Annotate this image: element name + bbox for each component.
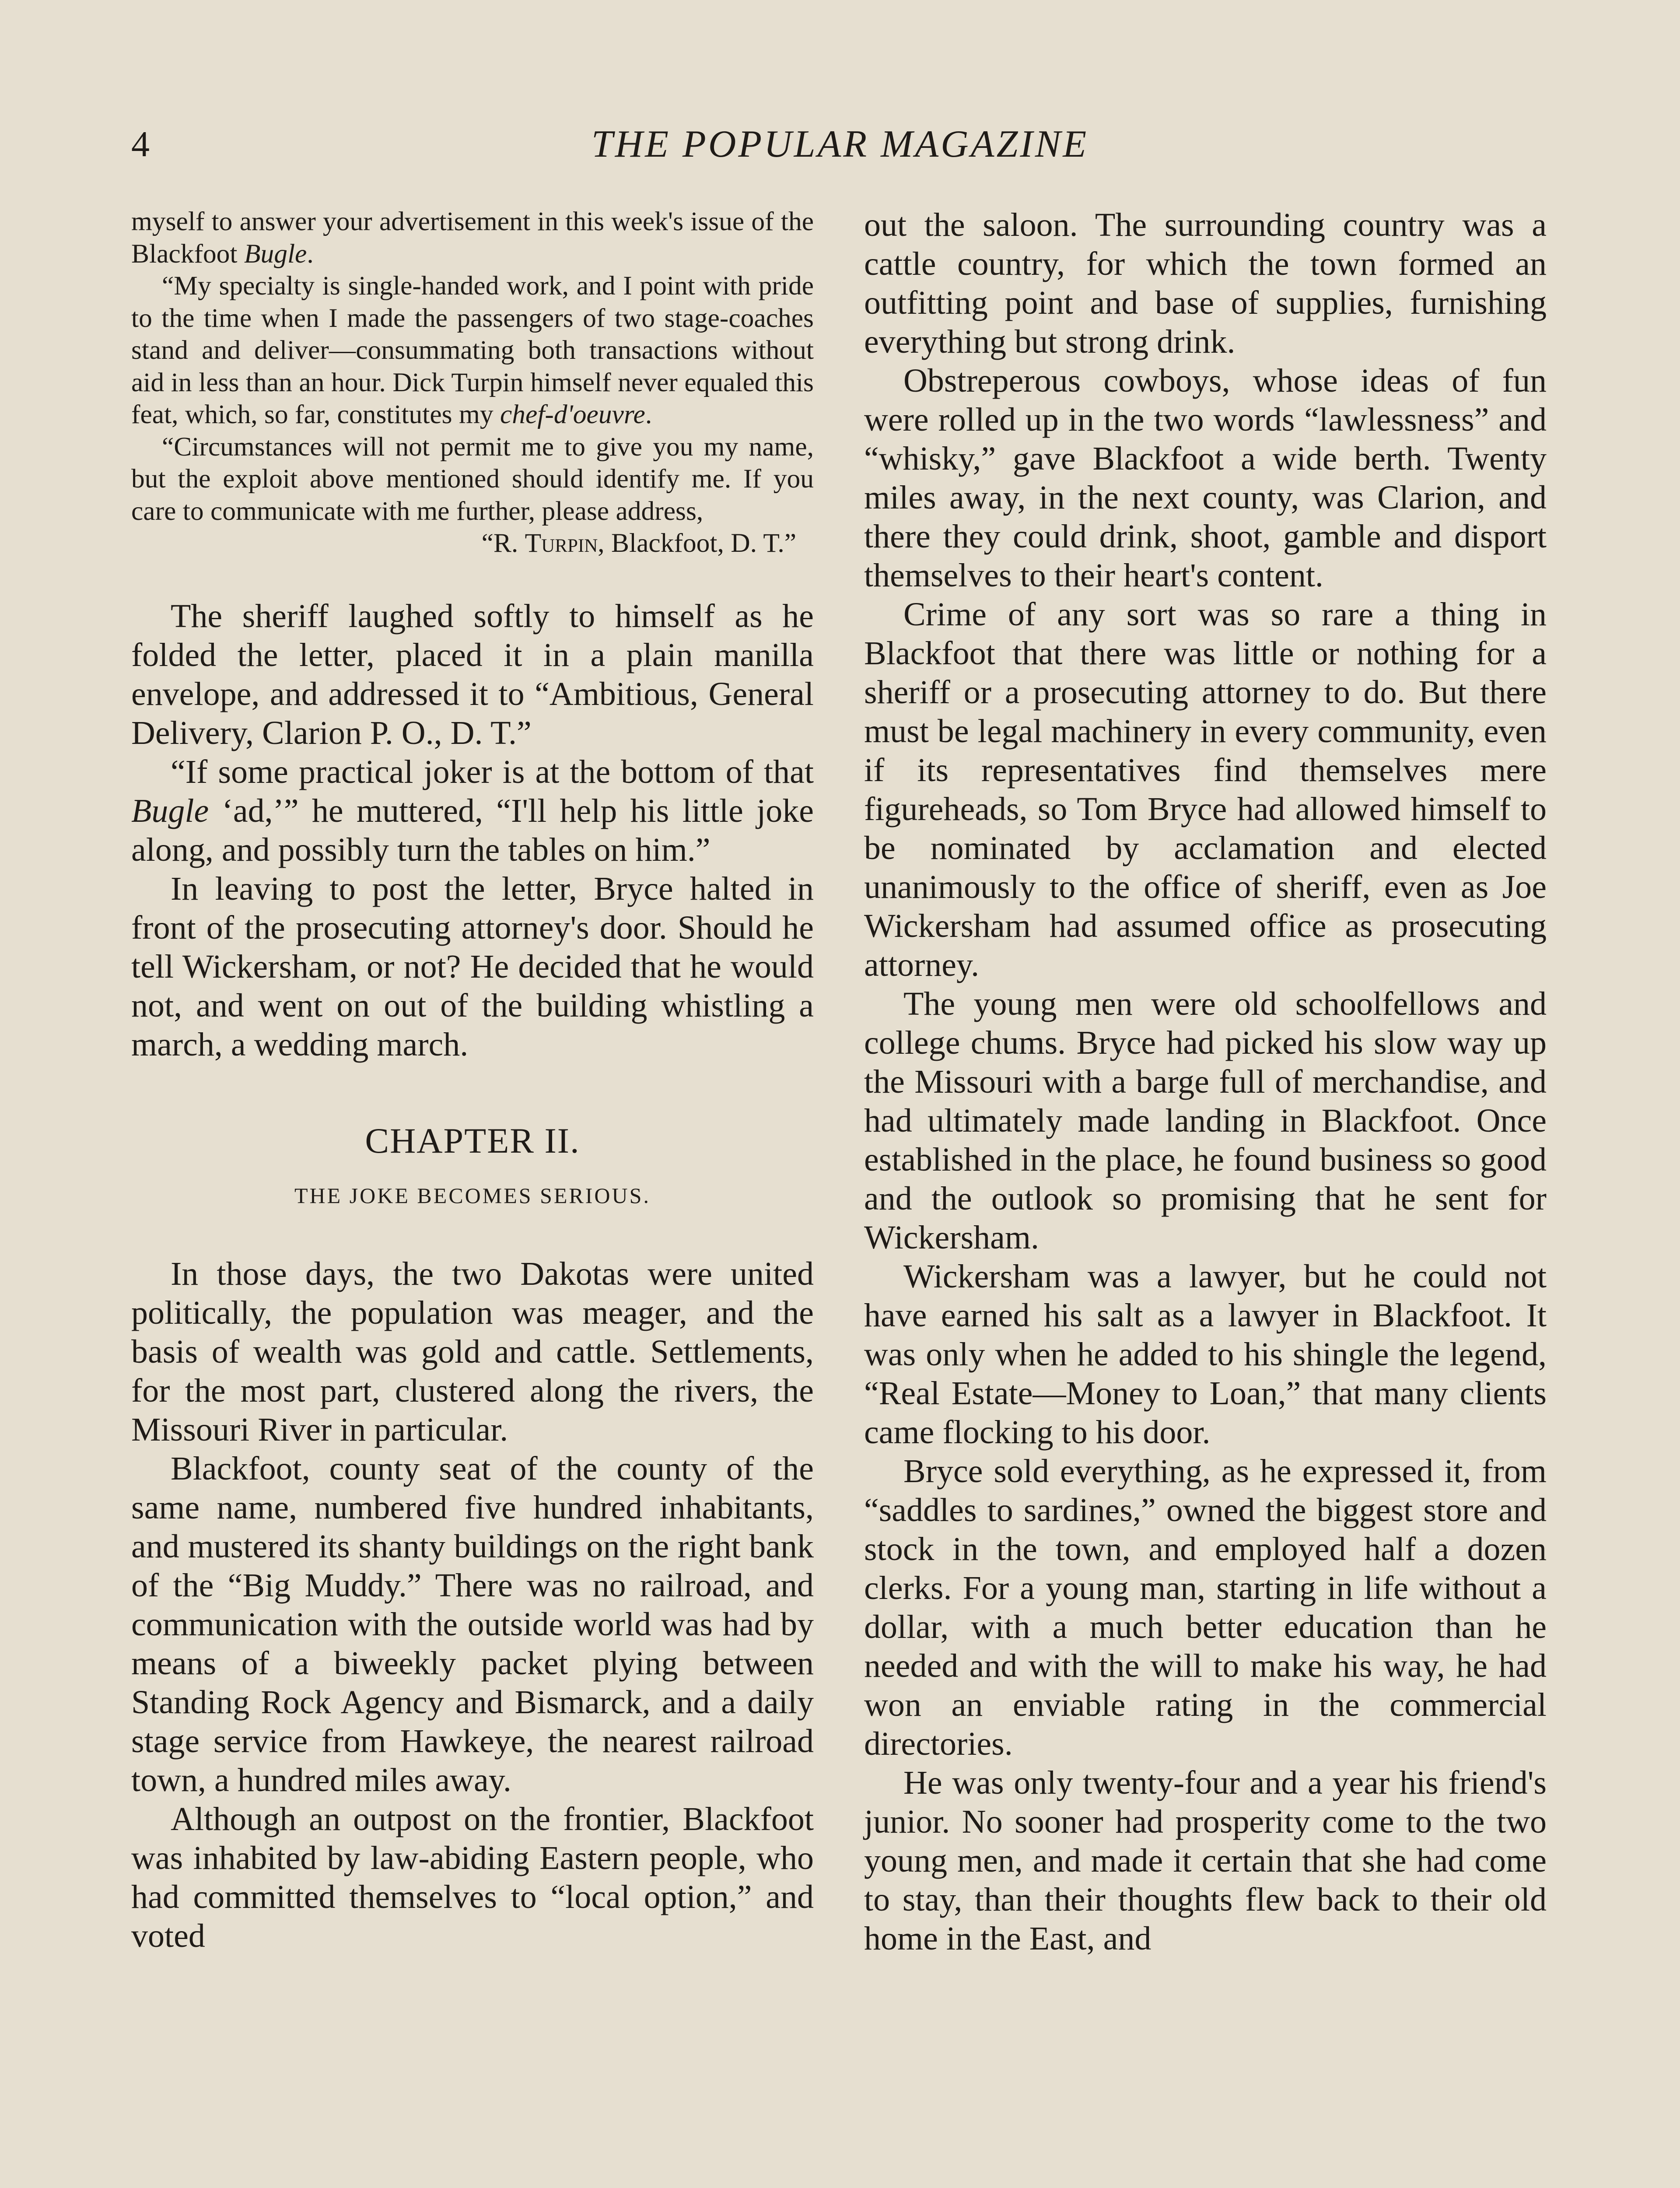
paragraph: Crime of any sort was so rare a thing in Blackfoot that there was little or nothing for a sheriff or a prosecuting attorney to do. But there must be legal machinery in every community, even if its representatives find themselves mere figureheads, so Tom Bryce had allowed himself to be nominated by acclamation and elected unanimously to the office of sheriff, even as Joe Wickersham had assumed office as prosecuting attorney. [864,596,1547,983]
paragraph: The sheriff laughed softly to himself as he folded the letter, placed it in a plain manilla envelope, and addressed it to “Ambitious, General Delivery, Clarion P. O., D. T.” [131,597,814,751]
letter-paragraph: “My specialty is single-handed work, and I point with pride to the time when I made the passengers of two stage-coaches stand and deliver—consummating both transactions without aid in less than an hour. Dick Turpin himself never equaled this feat, which, so far, constitutes my chef-d'oeuvre. [131,271,814,429]
story-text-right [864,206,1547,1958]
right-column [864,206,1547,1958]
letter-paragraph: myself to answer your advertisement in this week's issue of the Blackfoot Bugle. [131,207,814,269]
newspaper-name: Bugle [244,238,307,269]
paragraph: He was only twenty-four and a year his friend's junior. No sooner had prosperity come to the two young men, and made it certain that she had come to stay, than their thoughts flew back to their old home in the East, and [864,1764,1547,1957]
paragraph: Bryce sold everything, as he expressed it, from “saddles to sardines,” owned the biggest store and stock in the town, and employed half a dozen clerks. For a young man, starting in life without a dollar, with a much better education than he needed and with the will to make his way, he had won an enviable rating in the commercial directories. [864,1453,1547,1762]
newspaper-name: Bugle [131,792,209,829]
paragraph: Blackfoot, county seat of the county of the same name, numbered five hundred inhabitants, and mustered its shanty buildings on the right bank of the “Big Muddy.” There was no railroad, and communication with the outside world was had by means of a biweekly packet plying between Standing Rock Agency and Bismarck, and a daily stage service from Hawkeye, the nearest railroad town, a hundred miles away. [131,1450,814,1799]
story-text-left [131,597,814,1956]
chapter-subtitle: THE JOKE BECOMES SERIOUS. [294,1183,651,1208]
page-number: 4 [131,124,150,165]
left-column [131,206,814,1956]
page-header [0,120,1680,168]
italic-phrase: chef-d'oeuvre [500,400,645,429]
paragraph: The young men were old schoolfellows and college chums. Bryce had picked his slow way up the Missouri with a barge full of merchandise, and had ultimately made landing in Blackfoot. Once established in the place, he found business so good and the outlook so promising that he sent for Wickersham. [864,985,1547,1256]
paragraph: “If some practical joker is at the bottom of that Bugle ‘ad,’” he muttered, “I'll help his little joke along, and possibly turn the tables on him.” [131,753,814,868]
chapter-heading: CHAPTER II. [365,1120,580,1161]
paragraph: Wickersham was a lawyer, but he could not have earned his salt as a lawyer in Blackfoot. It was only when he added to his shingle the legend, “Real Estate—Money to Loan,” that many clients came flocking to his door. [864,1258,1547,1451]
letter-signature: “R. Turpin, Blackfoot, D. T.” [481,528,796,558]
paragraph: Obstreperous cowboys, whose ideas of fun were rolled up in the two words “lawlessness” and “whisky,” gave Blackfoot a wide berth. Twenty miles away, in the next county, was Clarion, and there they could drink, shoot, gamble and disport themselves to their heart's content. [864,362,1547,594]
magazine-title: THE POPULAR MAGAZINE [591,123,1089,165]
paragraph: In those days, the two Dakotas were united politically, the population was meager, and the basis of wealth was gold and cattle. Settlements, for the most part, clustered along the rivers, the Missouri River in particular. [131,1255,814,1448]
letter-excerpt [131,206,814,560]
paragraph: Although an outpost on the frontier, Blackfoot was inhabited by law-abiding Eastern people, who had committed themselves to “local option,” and voted [131,1800,814,1954]
paragraph: In leaving to post the letter, Bryce halted in front of the prosecuting attorney's door. Should he tell Wickersham, or not? He decided that he would not, and went on out of the building whistling a march, a wedding march. [131,870,814,1063]
letter-paragraph: “Circumstances will not permit me to give you my name, but the exploit above mentioned should identify me. If you care to communicate with me further, please address, [131,431,814,526]
paragraph: out the saloon. The surrounding country was a cattle country, for which the town formed an outfitting point and base of supplies, furnishing everything but strong drink. [864,207,1547,360]
